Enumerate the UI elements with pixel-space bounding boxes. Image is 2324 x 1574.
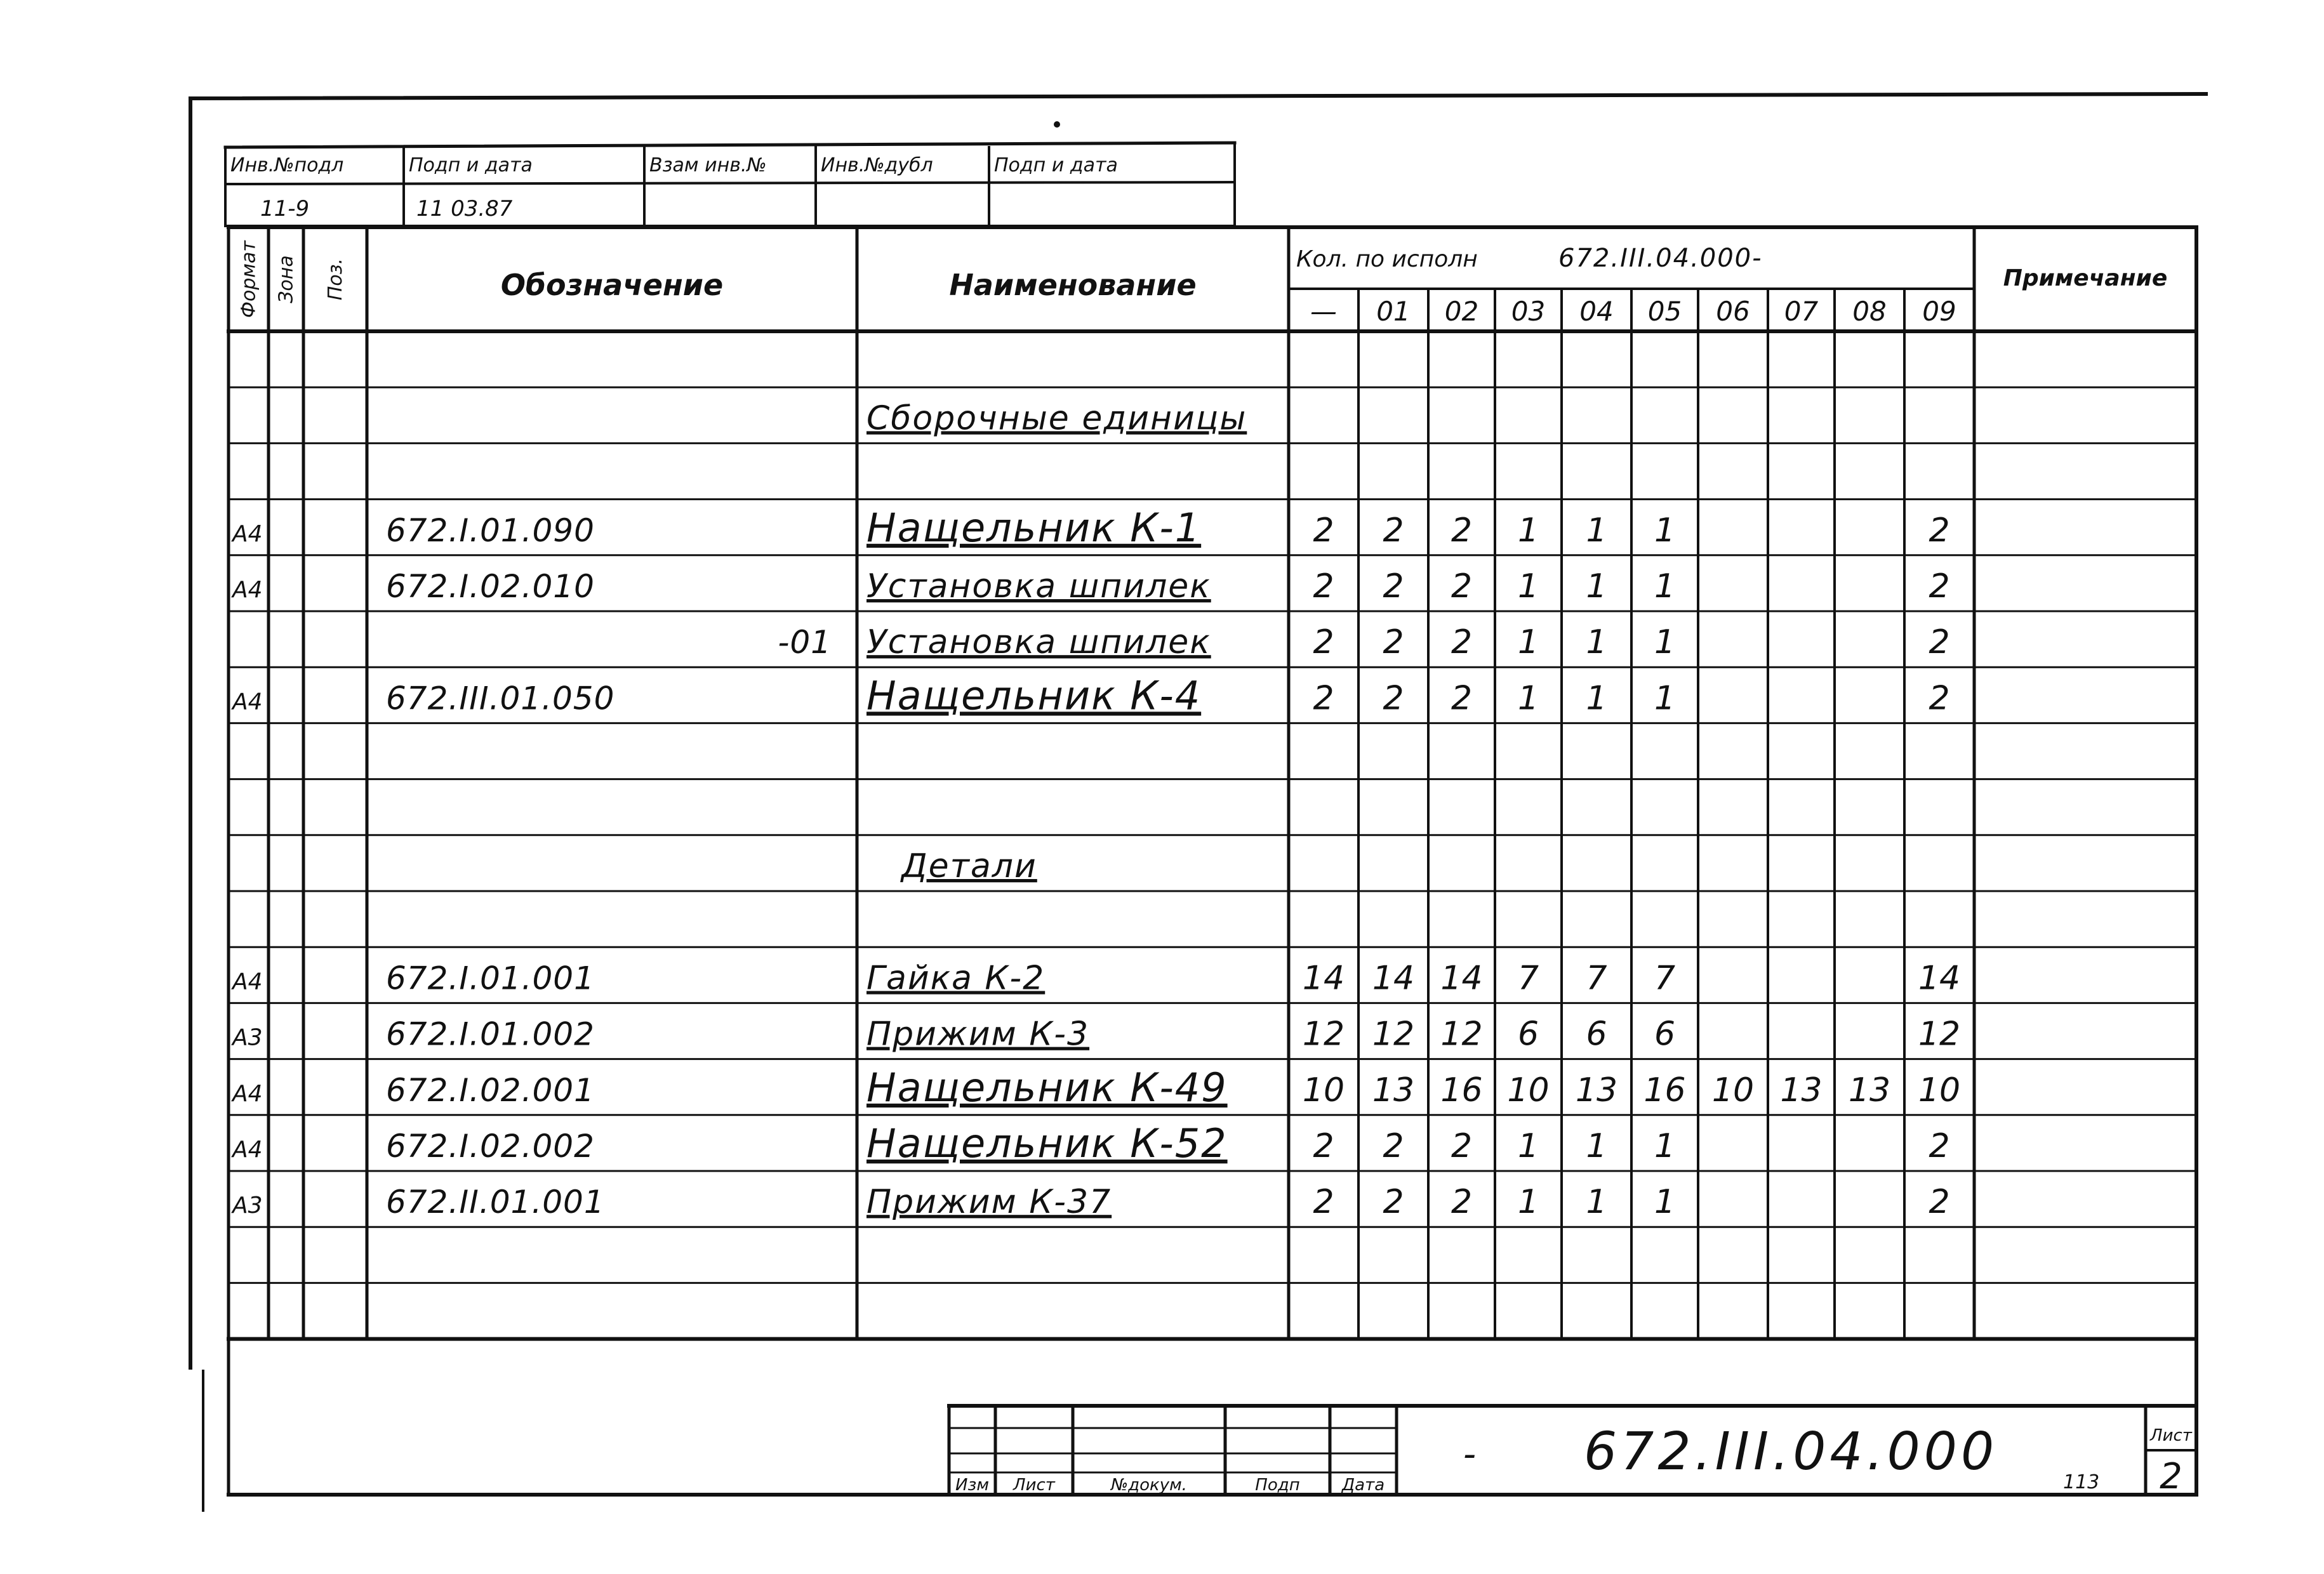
row-name: Нащельник К-49 — [867, 1064, 1228, 1111]
row-name: Установка шпилек — [867, 567, 1211, 605]
row-qty: 1 — [1517, 567, 1539, 605]
sheet-label: Лист — [2150, 1426, 2192, 1445]
row-qty: 2 — [1313, 567, 1334, 605]
row-qty: 10 — [1918, 1071, 1961, 1109]
row-qty: 1 — [1654, 1183, 1676, 1222]
row-designation: 672.III.01.050 — [386, 680, 615, 717]
title-block-label: №докум. — [1111, 1476, 1187, 1495]
stamp-header: Подп и дата — [409, 154, 533, 176]
row-qty: 10 — [1302, 1071, 1345, 1109]
row-qty: 1 — [1517, 1183, 1539, 1222]
stamp-mid-line — [225, 182, 1235, 184]
table-row — [231, 1183, 1950, 1221]
row-qty: 6 — [1654, 1015, 1676, 1054]
stamp-header: Взам инв.№ — [649, 154, 767, 176]
qty-variant-header: 08 — [1852, 296, 1887, 327]
row-format: А4 — [232, 689, 263, 715]
row-qty: 12 — [1440, 1015, 1483, 1054]
table-row — [231, 959, 1960, 997]
row-qty: 14 — [1372, 959, 1415, 998]
row-name: Детали — [901, 847, 1037, 885]
qty-variant-header: 05 — [1647, 296, 1682, 327]
row-format: А4 — [232, 1080, 263, 1107]
scan-dot — [1054, 121, 1060, 128]
row-qty: 1 — [1654, 679, 1676, 718]
row-designation: -01 — [778, 624, 832, 661]
stamp-header: Инв.№дубл — [821, 154, 933, 176]
row-qty: 2 — [1929, 1127, 1950, 1165]
row-qty: 1 — [1586, 1183, 1607, 1222]
row-qty: 2 — [1383, 1127, 1404, 1165]
row-qty: 13 — [1372, 1071, 1415, 1109]
row-qty: 2 — [1451, 1127, 1473, 1165]
table-row — [900, 847, 1037, 885]
row-qty: 1 — [1517, 511, 1539, 550]
row-qty: 2 — [1383, 1183, 1404, 1222]
note-header: Примечание — [2003, 265, 2168, 291]
row-qty: 2 — [1451, 567, 1473, 605]
row-qty: 2 — [1313, 1127, 1334, 1165]
row-qty: 2 — [1313, 679, 1334, 718]
row-qty: 2 — [1929, 679, 1950, 718]
side-header: Поз. — [324, 258, 347, 301]
table-row — [231, 1064, 1960, 1111]
qty-variant-header: 09 — [1922, 296, 1956, 327]
qty-variant-header: 02 — [1444, 296, 1479, 327]
row-qty: 16 — [1643, 1071, 1686, 1109]
row-qty: 10 — [1507, 1071, 1550, 1109]
doc-dash: - — [1463, 1434, 1477, 1475]
document-number: 672.III.04.000 — [1584, 1422, 1998, 1482]
row-name: Прижим К-3 — [867, 1015, 1090, 1054]
designation-header: Обозначение — [500, 268, 724, 302]
row-designation: 672.I.01.002 — [386, 1015, 595, 1053]
row-qty: 13 — [1780, 1071, 1823, 1109]
name-header: Наименование — [949, 268, 1197, 302]
qty-variant-header: 04 — [1579, 296, 1614, 327]
title-block — [949, 1406, 2196, 1497]
row-qty: 2 — [1383, 511, 1404, 550]
row-qty: 1 — [1586, 511, 1607, 550]
table-row — [231, 1015, 1960, 1054]
table-row — [778, 623, 1949, 661]
row-qty: 1 — [1586, 567, 1607, 605]
row-qty: 6 — [1586, 1015, 1607, 1054]
row-qty: 14 — [1440, 959, 1483, 998]
side-header: Зона — [275, 255, 298, 303]
row-qty: 7 — [1654, 959, 1676, 998]
row-qty: 1 — [1654, 511, 1676, 550]
row-qty: 14 — [1302, 959, 1345, 998]
row-qty: 2 — [1451, 623, 1473, 662]
row-qty: 1 — [1586, 623, 1607, 662]
qty-variant-header: 01 — [1376, 296, 1411, 327]
row-name: Гайка К-2 — [867, 959, 1046, 998]
row-qty: 13 — [1848, 1071, 1891, 1109]
row-qty: 1 — [1654, 567, 1676, 605]
table-row — [231, 567, 1950, 605]
frame-top-line — [190, 94, 2206, 98]
row-qty: 2 — [1313, 623, 1334, 662]
row-qty: 2 — [1313, 511, 1334, 550]
stamp-value: 11-9 — [260, 196, 310, 222]
table-row — [231, 1120, 1950, 1167]
side-header: Формат — [237, 241, 260, 318]
row-qty: 12 — [1372, 1015, 1415, 1054]
row-format: А4 — [232, 1137, 263, 1163]
title-block-label: Лист — [1013, 1476, 1055, 1495]
row-designation: 672.I.02.010 — [386, 568, 595, 605]
row-qty: 1 — [1586, 679, 1607, 718]
qty-header-prefix: Кол. по исполн — [1296, 246, 1478, 272]
stamp-value: 11 03.87 — [416, 196, 513, 222]
row-qty: 6 — [1517, 1015, 1539, 1054]
row-qty: 1 — [1586, 1127, 1607, 1165]
row-qty: 13 — [1575, 1071, 1618, 1109]
row-qty: 14 — [1918, 959, 1961, 998]
row-name: Нащельник К-52 — [867, 1120, 1228, 1167]
table-row — [867, 399, 1247, 437]
row-qty: 2 — [1929, 567, 1950, 605]
row-qty: 1 — [1517, 623, 1539, 662]
qty-header-doc: 672.III.04.000- — [1558, 244, 1763, 273]
title-block-label: Изм — [955, 1476, 989, 1495]
table-row — [231, 505, 1950, 551]
row-name: Нащельник К-4 — [867, 672, 1202, 719]
row-qty: 2 — [1451, 1183, 1473, 1222]
row-qty: 2 — [1929, 1183, 1950, 1222]
row-name: Сборочные единицы — [867, 399, 1247, 438]
title-block-label: Подп — [1255, 1476, 1300, 1495]
qty-variant-header: 07 — [1784, 296, 1819, 327]
row-designation: 672.I.01.090 — [386, 512, 595, 549]
page-mark: 113 — [2063, 1471, 2100, 1493]
row-format: А4 — [232, 577, 263, 603]
row-qty: 12 — [1302, 1015, 1345, 1054]
title-block-label: Дата — [1341, 1476, 1385, 1495]
stamp-header: Подп и дата — [994, 154, 1118, 176]
row-qty: 2 — [1929, 623, 1950, 662]
row-format: А3 — [232, 1193, 263, 1219]
row-format: А3 — [232, 1024, 263, 1051]
stamp-top-line — [225, 143, 1235, 147]
table-row — [231, 672, 1950, 718]
row-qty: 2 — [1451, 679, 1473, 718]
row-qty: 10 — [1711, 1071, 1755, 1109]
row-designation: 672.I.02.001 — [386, 1071, 595, 1109]
row-designation: 672.I.02.002 — [386, 1128, 595, 1165]
row-qty: 1 — [1517, 1127, 1539, 1165]
row-qty: 12 — [1918, 1015, 1961, 1054]
row-qty: 2 — [1383, 567, 1404, 605]
row-qty: 2 — [1313, 1183, 1334, 1222]
row-name: Прижим К-37 — [867, 1183, 1112, 1222]
row-qty: 1 — [1654, 1127, 1676, 1165]
qty-variant-header: 03 — [1511, 296, 1546, 327]
row-designation: 672.II.01.001 — [386, 1184, 605, 1221]
row-format: А4 — [232, 969, 263, 995]
qty-variant-header: — — [1310, 296, 1337, 327]
row-designation: 672.I.01.001 — [386, 960, 595, 997]
row-qty: 2 — [1383, 679, 1404, 718]
row-qty: 1 — [1654, 623, 1676, 662]
row-name: Установка шпилек — [867, 623, 1211, 662]
row-format: А4 — [232, 520, 263, 547]
row-qty: 16 — [1440, 1071, 1483, 1109]
archive-stamp — [225, 143, 1235, 226]
qty-variant-header: 06 — [1716, 296, 1750, 327]
row-qty: 1 — [1517, 679, 1539, 718]
spec-table — [229, 227, 2196, 1495]
row-qty: 7 — [1517, 959, 1539, 998]
sheet-number: 2 — [2160, 1456, 2182, 1497]
row-name: Нащельник К-1 — [867, 504, 1202, 551]
row-qty: 7 — [1586, 959, 1607, 998]
row-qty: 2 — [1451, 511, 1473, 550]
row-qty: 2 — [1383, 623, 1404, 662]
stamp-header: Инв.№подл — [230, 154, 344, 176]
row-qty: 2 — [1929, 511, 1950, 550]
